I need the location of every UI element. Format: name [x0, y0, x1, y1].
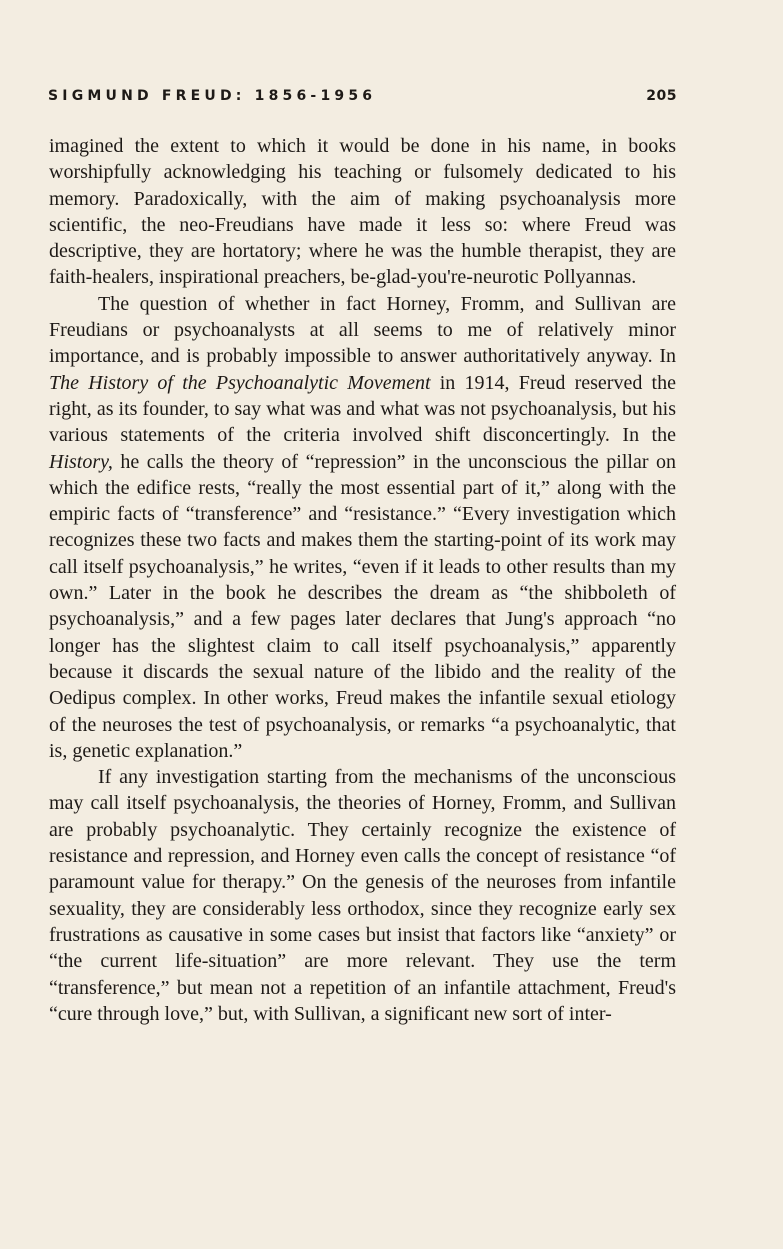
paragraph-1: imagined the extent to which it would be done in his name, in books worshipfully acknowledging his teaching or fulsomely dedicated to his memory. Paradoxically, with the aim of making psychoanalysis more scientific, the neo-Freudians have made it less so: where Freud was descriptive, they are hortatory; where he was the humble therapist, they are faith-healers, inspirational preachers, be-glad-you're-neurotic Pollyannas. [49, 135, 676, 289]
paragraph-3: If any investigation starting from the mechanisms of the unconscious may call itself psychoanalysis, the theories of Horney, Fromm, and Sullivan are probably psychoanalytic. They certainly recognize the existence of resistance and repression, and Horney even calls the concept of resistance “of paramount value for therapy.” On the genesis of the neuroses from infantile sexuality, they are considerably less orthodox, since they recognize early sex frustrations as causative in some cases but insist that factors like “anxiety” or “the current life-situation” are more relevant. They use the term “transference,” but mean not a repetition of an infantile attachment, Freud's “cure through love,” but, with Sullivan, a significant new sort of inter- [49, 766, 676, 1025]
paragraph-2 [49, 291, 676, 764]
running-title: SIGMUND FREUD: 1856-1956 [48, 88, 377, 104]
book-title-italic: The History of the Psychoanalytic Movement [49, 371, 431, 394]
paragraph-2-text-b: in 1914, Freud reserved the right, as its founder, to say what was and what was not psychoanalysis, but his various statements of the criteria involved shift disconcertingly. In the [49, 371, 676, 447]
paragraph-2-text-a: The question of whether in fact Horney, Fromm, and Sullivan are Freudians or psychoanalysts at all seems to me of relatively minor importance, and is probably impossible to answer authoritatively anyway. In [49, 292, 676, 368]
page-number: 205 [646, 88, 677, 104]
running-header [48, 88, 677, 104]
history-italic: History, [49, 450, 113, 473]
paragraph-2-text-c: he calls the theory of “repression” in the unconscious the pillar on which the edifice rests, “really the most essential part of it,” along with the empiric facts of “transference” and “resistance.” “Every investigation which recognizes these two facts and makes them the starting-point of its work may call itself psychoanalysis,” he writes, “even if it leads to other results than my own.” Later in the book he describes the dream as “the shibboleth of psychoanalysis,” and a few pages later declares that Jung's approach “no longer has the slightest claim to call itself psychoanalysis,” apparently because it discards the sexual nature of the libido and the reality of the Oedipus complex. In other works, Freud makes the infantile sexual etiology of the neuroses the test of psychoanalysis, or remarks “a psychoanalytic, that is, genetic explanation.” [49, 450, 676, 762]
body-text [49, 133, 676, 1027]
